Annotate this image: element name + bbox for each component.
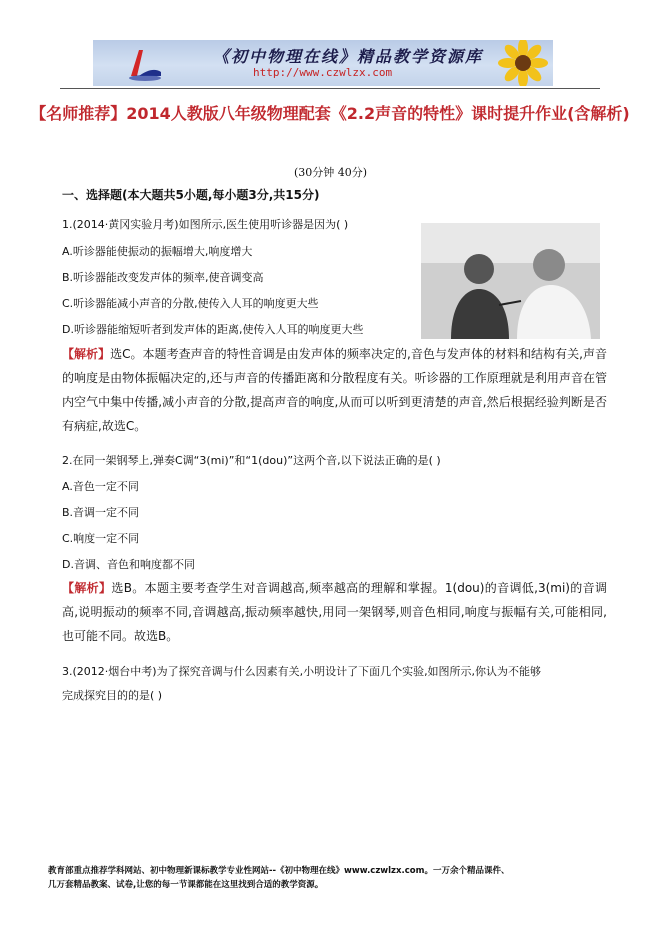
q2-option-a: A.音色一定不同 [62,480,139,493]
q2-option-c: C.响度一定不同 [62,532,140,545]
q1-option-d: D.听诊器能缩短听者到发声体的距离,使传入人耳的响度更大些 [62,323,364,336]
q2-option-b: B.音调一定不同 [62,506,140,519]
q1-option-b: B.听诊器能改变发声体的频率,使音调变高 [62,271,264,284]
q2-analysis [62,576,607,648]
q1-analysis-text: 选C。本题考查声音的特性音调是由发声体的频率决定的,音色与发声体的材料和结构有关,声音的响度是由物体振幅决定的,还与声音的传播距离和分散程度有关。听诊器的工作原理就是利用声音在管内空气中集中传播,减小声音的分散,提高声音的响度,从而可以听到更清楚的声音,然后根据经验判断是否有病症,故选C。 [62,347,607,433]
footer-line-2: 几万套精品教案、试卷,让您的每一节课都能在这里找到合适的教学资源。 [48,880,324,890]
q2-option-d: D.音调、音色和响度都不同 [62,558,195,571]
banner-url[interactable]: http://www.czwlzx.com [253,66,393,79]
site-banner [93,40,553,86]
sunflower-icon [483,40,553,86]
q1-option-c: C.听诊器能减小声音的分散,使传入人耳的响度更大些 [62,297,319,310]
q1-analysis-tag: 【解析】 [62,347,111,361]
q2-stem: 2.在同一架钢琴上,弹奏C调“3(mi)”和“1(dou)”这两个音,以下说法正确的是( ) [62,454,441,467]
q1-option-a: A.听诊器能使振动的振幅增大,响度增大 [62,245,253,258]
q1-stem: 1.(2014·黄冈实验月考)如图所示,医生使用听诊器是因为( ) [62,218,349,231]
banner-title: 《初中物理在线》精品教学资源库 [213,47,484,66]
site-logo-icon [123,46,163,82]
footer-line-1: 教育部重点推荐学科网站、初中物理新课标教学专业性网站--《初中物理在线》www.czwlzx.com。一万余个精品课件、 [48,866,510,876]
doctor-photo-icon [421,223,600,339]
time-note: (30分钟 40分) [293,166,368,179]
header-rule [60,88,600,89]
page-footer [48,864,618,892]
q2-analysis-text: 选B。本题主要考查学生对音调越高,频率越高的理解和掌握。1(dou)的音调低,3(mi)的音调高,说明振动的频率不同,音调越高,振动频率越快,用同一架钢琴,则音色相同,响度与振幅有关,可能相同,也可能不同。故选B。 [62,581,607,643]
q1-analysis [62,342,607,438]
q2-analysis-tag: 【解析】 [62,581,112,595]
q3-stem-line1: 3.(2012·烟台中考)为了探究音调与什么因素有关,小明设计了下面几个实验,如图所示,你认为不能够 [62,665,542,678]
page-title: 【名师推荐】2014人教版八年级物理配套《2.2声音的特性》课时提升作业(含解析) [30,104,630,123]
section-heading: 一、选择题(本大题共5小题,每小题3分,共15分) [62,188,320,202]
q3-stem-line2: 完成探究目的的是( ) [62,689,163,702]
